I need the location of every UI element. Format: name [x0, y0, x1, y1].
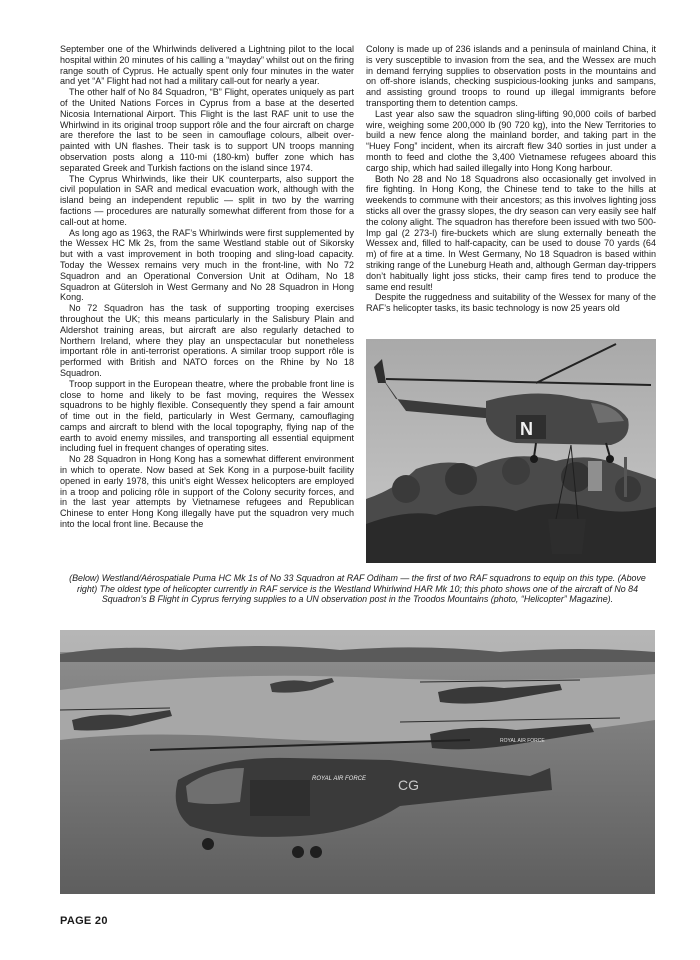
- whirlwind-helicopter-photo: [366, 339, 656, 563]
- paragraph: Despite the ruggedness and suitability of the Wessex for many of the RAF’s helicopter tasks, its basic technology is now 25 years old: [366, 292, 656, 314]
- paragraph: Last year also saw the squadron sling-lifting 90,000 coils of barbed wire, weighing some 200,000 lb (90 720 kg), into the New Territories to build a new fence along the mainland border, and taking part in the “Huey Fong” incident, when its aircraft flew 340 sorties in just under a month to feed and clothe the 3,400 Vietnamese refugees aboard this cargo ship, which had sailed illegally into Hong Kong harbour.: [366, 108, 656, 173]
- paragraph: Troop support in the European theatre, where the probable front line is close to home and likely to be fast moving, requires the Wessex squadrons to be highly flexible. Consequently they spend a fair amount of time out in the field, particularly in West Germany, camouflaging camps and aircraft to blend with the local topography, flying nap of the earth to avoid enemy missiles, and transporting all essential equipment including fuel in frequent changes of operating sites.: [60, 378, 354, 454]
- right-text-column: [366, 44, 656, 314]
- paragraph: The other half of No 84 Squadron, “B” Flight, operates uniquely as part of the United Nations Forces in Cyprus from a base at the deserted Nicosia International Airport. This Flight is the last RAF unit to use the Whirlwind in its original troop support rôle and the four aircraft on charge are therefore the last to be seen in camouflage colours, albeit over-painted with UN flashes. Their task is to support UN troops manning observation posts along a 110-mi (180-km) buffer zone which has separated Greek and Turkish factions on the island since 1974.: [60, 87, 354, 173]
- left-text-column: [60, 44, 354, 530]
- paragraph: Colony is made up of 236 islands and a peninsula of mainland China, it is very susceptible to invasion from the sea, and the Wessex are much in demand ferrying supplies to observation posts in the mountains and on off-shore islands, checking suspicious-looking junks and sampans, and assisting ground troops to round up illegal immigrants before transporting them to detention camps.: [366, 44, 656, 108]
- fuselage-letter: N: [520, 419, 533, 439]
- main-puma-code: CG: [398, 777, 419, 793]
- rear-puma-label: ROYAL AIR FORCE: [500, 738, 545, 744]
- photo-caption: (Below) Westland/Aérospatiale Puma HC Mk 1s of No 33 Squadron at RAF Odiham — the first of two RAF squadrons to equip on this type. (Above right) The oldest type of helicopter currently in RAF service is the Westland Whirlwind HAR Mk 10; this photo shows one of the aircraft of No 84 Squadron’s B Flight in Cyprus ferrying supplies to a UN observation post in the Troodos Mountains (photo, “Helicopter” Magazine).: [69, 573, 646, 605]
- paragraph: No 72 Squadron has the task of supporting trooping exercises throughout the UK; this means particularly in the Salisbury Plain and Aldershot training areas, but aircraft are also regularly detached to Northern Ireland, where they play an unspectacular but nonetheless important rôle in anti-terrorist operations. A similar troop support rôle is performed with British and NATO forces on the Rhine by No 18 Squadron.: [60, 303, 354, 378]
- paragraph: Both No 28 and No 18 Squadrons also occasionally get involved in fire fighting. In Hong Kong, the Chinese tend to take to the hills at weekends to commune with their ancestors; as this involves lighting joss sticks all over the grassy slopes, the dry season can very easily see half the colony alight. The squadron has therefore been issued with two 500-Imp gal (2 273-l) fire-buckets which are slung externally beneath the Wessex and, filled to half-capacity, can be used to douse 70 yards (64 m) of fire at a time. In West Germany, No 18 Squadron is based within striking range of the Luneburg Heath and, although German day-trippers don’t habitually light joss sticks, their camp fires tend to produce the same end result!: [366, 173, 656, 292]
- puma-photo-graphic: [60, 630, 655, 894]
- paragraph: September one of the Whirlwinds delivered a Lightning pilot to the local hospital within 20 minutes of his calling a “mayday” whilst out on the firing range south of Cyprus. He actually spent only four minutes in the water and yet “A” Flight had not had a military call-out for nearly a year.: [60, 44, 354, 87]
- page-number: PAGE 20: [60, 915, 108, 927]
- paragraph: As long ago as 1963, the RAF’s Whirlwinds were first supplemented by the Wessex HC Mk 2s, from the same Westland stable out of Sikorsky but with a vast improvement in both trooping and sling-load capacity. Today the Wessex remains very much in the front-line, with No 72 Squadron and an Operational Conversion Unit at Odiham, No 18 Squadron at Gütersloh in West Germany and No 28 Squadron in Hong Kong.: [60, 227, 354, 303]
- paragraph: No 28 Squadron in Hong Kong has a somewhat different environment in which to operate. Now based at Sek Kong in a purpose-built facility opened in early 1978, this unit’s eight Wessex helicopters are employed in a troop and policing rôle in support of the Colony security forces, and in the last year attempts by Vietnamese refugees and Republican Chinese to enter Hong Kong illegally have put the squadron very much into the local front line. Because the: [60, 454, 354, 530]
- paragraph: The Cyprus Whirlwinds, like their UK counterparts, also support the civil population in SAR and medical evacuation work, although with the island being an independent republic — split in two by the warring factions — procedures are naturally somewhat different from those for a call-out at home.: [60, 173, 354, 227]
- puma-helicopters-photo: [60, 630, 655, 894]
- whirlwind-photo-graphic: [366, 339, 656, 563]
- main-puma-roundel-text: ROYAL AIR FORCE: [312, 776, 367, 782]
